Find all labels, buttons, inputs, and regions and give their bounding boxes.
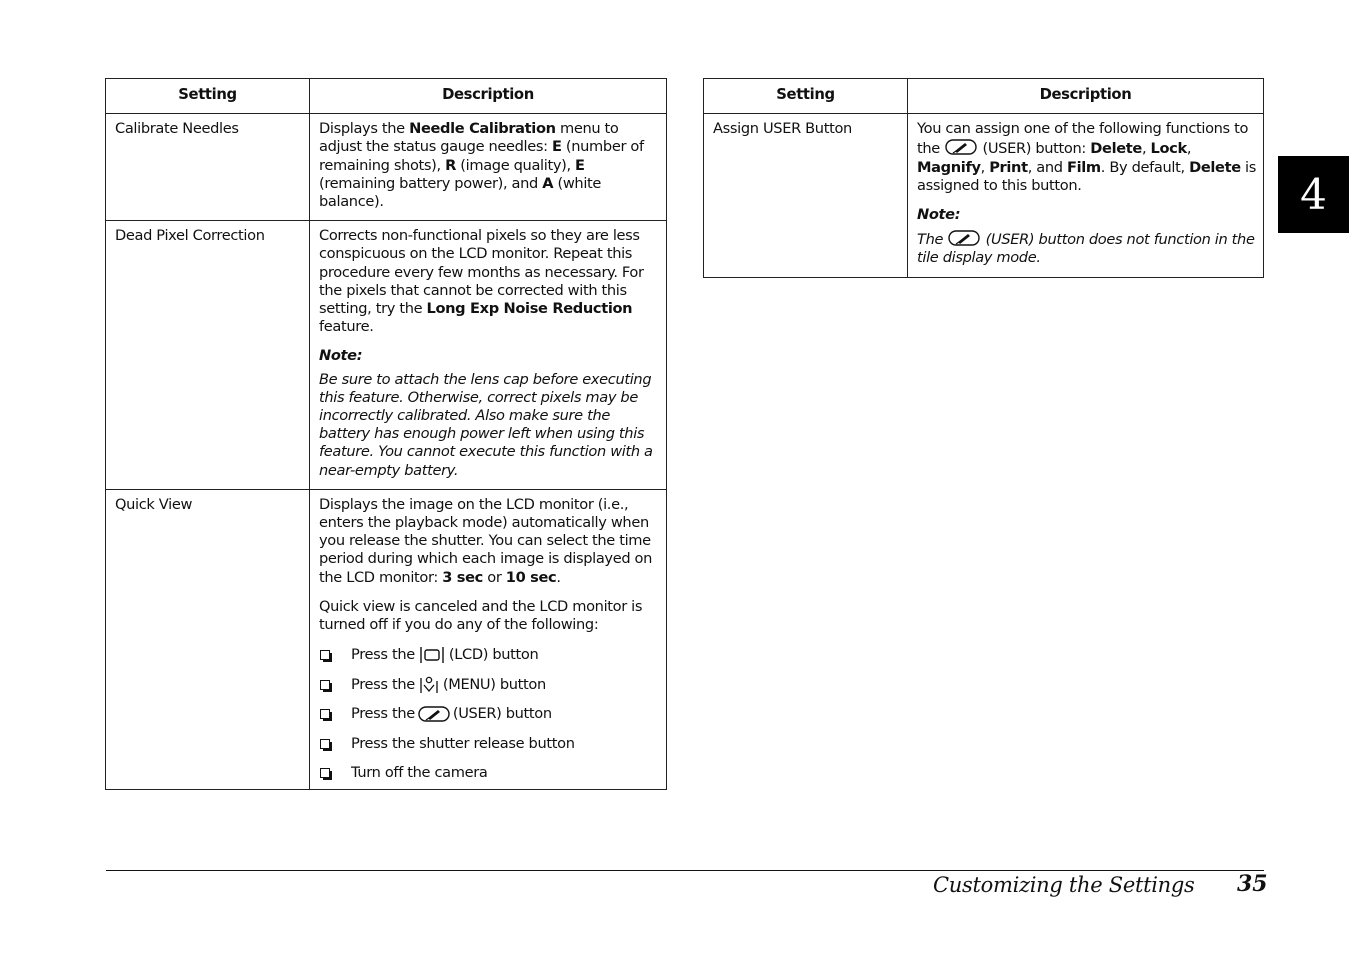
list-item [319,676,659,694]
gauge-letter: A [542,174,554,192]
checkbox-bullet-icon [320,680,330,690]
text: is assigned to this button. [917,158,1257,194]
text: Press the [351,705,415,723]
text: (remaining battery power), and [319,174,543,192]
text: Press the shutter release button [351,734,575,752]
function-name: Film [1067,158,1101,176]
description-paragraph [319,227,659,336]
gauge-letter: R [445,156,456,174]
text: , and [1027,158,1067,176]
text: , [980,158,990,176]
text: (USER) button [452,705,552,723]
checkbox-bullet-icon [320,768,330,778]
option-value: 10 sec [505,568,557,586]
table-header-row [704,79,1264,114]
menu-button-icon [418,675,440,695]
setting-calibrate-needles: Calibrate Needles [106,114,310,221]
note-title: Note: [917,206,961,224]
description-quick-view [310,489,667,789]
user-button-icon [418,705,450,723]
header-description: Description [310,79,667,114]
settings-table-right [703,78,1264,278]
text: Press the [351,646,415,664]
setting-dead-pixel-correction: Dead Pixel Correction [106,221,310,490]
text: , [1186,140,1192,158]
footer-divider [106,870,1264,871]
text: (MENU) button [442,675,546,693]
text: (image quality), [456,156,576,174]
feature-name: Long Exp Noise Reduction [426,300,633,318]
menu-name: Needle Calibration [409,120,556,138]
note-title: Note: [319,347,363,365]
text: (number of remaining shots), [319,138,644,174]
lcd-button-icon [418,646,446,664]
user-button-icon [948,229,980,247]
gauge-letter: E [575,156,585,174]
text: Displays the [319,120,410,138]
table-row [704,114,1264,277]
table-row [106,114,667,221]
function-name: Lock [1150,140,1187,158]
list-item [319,735,659,753]
text: menu to adjust the status gauge needles: [319,120,619,156]
text: or [482,568,506,586]
checkbox-bullet-icon [320,709,330,719]
text: Displays the image on the LCD monitor (i.e., enters the playback mode) automatically when you release the shutter. You can select the time period during which each image is displayed on the LCD monitor: [319,495,653,586]
table-row [106,489,667,789]
description-calibrate-needles [310,114,667,221]
checklist [319,646,659,782]
table-header-row [106,79,667,114]
note-body [917,229,1256,267]
text: . By default, [1100,158,1190,176]
text: Turn off the camera [351,764,488,782]
description-paragraph [917,120,1256,195]
description-dead-pixel-correction [310,221,667,490]
text: , [1141,140,1151,158]
text: Corrects non-functional pixels so they are less conspicuous on the LCD monitor. Repeat this procedure every few months as necessary. For the pixels that cannot be corrected with this setting, try the [319,227,644,318]
user-button-icon [945,138,977,156]
chapter-tab: 4 [1278,156,1349,233]
text: feature. [319,318,374,336]
text: (white balance). [319,174,602,211]
text: (USER) button does not function in the tile display mode. [917,231,1255,267]
description-paragraph [319,496,659,587]
function-name: Delete [1189,158,1241,176]
list-item [319,705,659,723]
function-name: Magnify [917,158,981,176]
setting-quick-view: Quick View [106,489,310,789]
setting-assign-user-button: Assign USER Button [704,114,908,277]
text: Press the [351,675,415,693]
note-body: Be sure to attach the lens cap before executing this feature. Otherwise, correct pixels may be incorrectly calibrated. Also make sure the battery has enough power left when using this feature. You cannot execute this function with a near-empty battery. [319,370,653,479]
description-assign-user-button [908,114,1264,277]
header-description: Description [908,79,1264,114]
function-name: Print [989,158,1028,176]
checkbox-bullet-icon [320,650,330,660]
table-row [106,221,667,490]
text: (USER) button: [978,140,1091,158]
list-item [319,764,659,782]
settings-table-left [105,78,667,790]
function-name: Delete [1090,140,1142,158]
text: . [556,568,561,586]
footer-chapter-title: Customizing the Settings [933,873,1195,897]
text: You can assign one of the following functions to the [917,120,1249,158]
checkbox-bullet-icon [320,739,330,749]
list-item [319,646,659,664]
description-paragraph: Quick view is canceled and the LCD monitor is turned off if you do any of the following: [319,597,643,634]
gauge-letter: E [552,138,562,156]
header-setting: Setting [704,79,908,114]
page-number: 35 [1237,871,1268,897]
option-value: 3 sec [442,568,483,586]
header-setting: Setting [106,79,310,114]
text: (LCD) button [448,646,539,664]
text: The [917,231,948,249]
